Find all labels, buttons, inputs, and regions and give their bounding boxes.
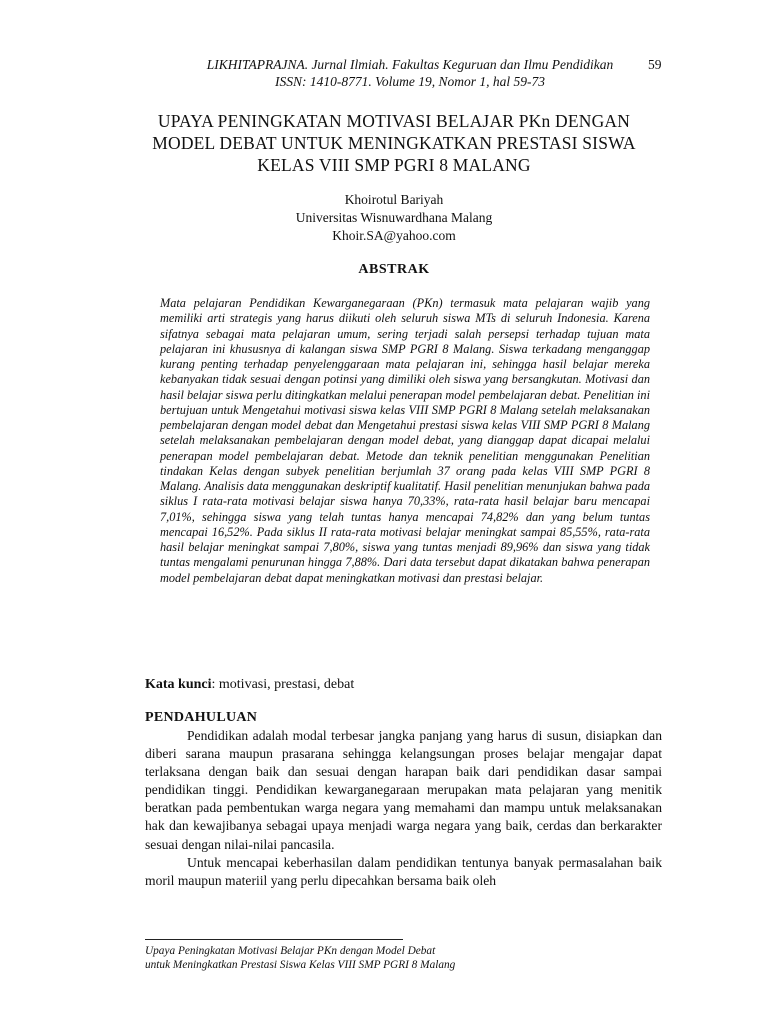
keywords-label: Kata kunci — [145, 677, 212, 692]
abstract-text: Mata pelajaran Pendidikan Kewarganegaraan (PKn) termasuk mata pelajaran wajib yang memiliki arti strategis yang harus diikuti oleh seluruh siswa MTs di seluruh Indonesia. Karena sifatnya sebagai mata pelajaran umum, sering terjadi salah persepsi terhadap tujuan mata pelajaran ini khususnya di kalangan siswa SMP PGRI 8 Malang. Siswa terkadang menganggap kurang penting terhadap penyelenggaraan mata pelajaran ini, sehingga hasil belajar mereka kebanyakan tidak sesuai dengan potinsi yang dimiliki oleh siswa yang bersangkutan. Motivasi dan hasil belajar siswa perlu ditingkatkan melalui penerapan model pembelajaran debat. Penelitian ini bertujuan untuk Mengetahui motivasi siswa kelas VIII SMP PGRI 8 Malang setelah melaksanakan pembelajaran dengan model debat dan Mengetahui prestasi siswa kelas VIII SMP PGRI 8 Malang setelah melaksanakan pembelajaran dengan model debat, yang dianggap dapat dicapai melalui penerapan model pembelajaran debat. Metode dan teknik penelitian menggunakan Penelitian tindakan Kelas dengan subyek penelitian berjumlah 37 orang pada kelas VIII SMP PGRI 8 Malang. Analisis data menggunakan deskriptif kualitatif. Hasil penelitian menunjukan bahwa pada siklus I rata-rata motivasi belajar siswa hanya 70,33%, rata-rata hasil belajar baru mencapai 7,01%, sehingga siswa yang telah tuntas hanya mencapai 74,82% dan yang belum tuntas mencapai 16,52%. Pada siklus II rata-rata motivasi belajar meningkat sampai 85,55%, rata-rata hasil belajar meningkat sampai 7,80%, siswa yang tuntas menjadi 89,96% dan siswa yang tidak tuntas mengalami penurunan hingga 7,88%. Dari data tersebut dapat dikatakan bahwa penerapan model pembelajaran debat dapat meningkatkan motivasi dan prestasi belajar. — [160, 296, 650, 585]
author-name: Khoirotul Bariyah — [344, 192, 444, 207]
footer-line-2: untuk Meningkatkan Prestasi Siswa Kelas VIII SMP PGRI 8 Malang — [145, 959, 456, 971]
author-email: Khoir.SA@yahoo.com — [332, 228, 456, 243]
author-affiliation: Universitas Wisnuwardhana Malang — [295, 210, 493, 225]
body-text — [145, 727, 662, 890]
section-heading: PENDAHULUAN — [145, 710, 258, 725]
title-line-3: KELAS VIII SMP PGRI 8 MALANG — [257, 155, 531, 175]
article-title — [120, 110, 668, 176]
keywords-value: : motivasi, prestasi, debat — [211, 677, 355, 692]
running-footer — [145, 944, 665, 972]
abstract-heading: ABSTRAK — [358, 262, 430, 277]
page-number: 59 — [648, 57, 662, 72]
running-head — [150, 56, 670, 90]
body-paragraph-1: Pendidikan adalah modal terbesar jangka panjang yang harus di susun, disiapkan dan diberi sarana maupun prasarana sehingga kelangsungan proses belajar mengajar dapat terlaksana dengan baik dan sesuai dengan harapan baik dari pendidikan dasar sampai pendidikan tinggi. Pendidikan kewarganegaraan merupakan mata pelajaran yang menitik beratkan pada pembentukan warga negara yang memahami dan mampu untuk melaksanakan hak dan kewajibanya sebagai upaya menjadi warga negara yang baik, cerdas dan berkarakter sesuai dengan nilai-nilai pancasila. — [145, 728, 662, 852]
footer-line-1: Upaya Peningkatan Motivasi Belajar PKn dengan Model Debat — [145, 945, 436, 957]
body-paragraph-2: Untuk mencapai keberhasilan dalam pendidikan tentunya banyak permasalahan baik moril maupun materiil yang perlu dipecahkan bersama baik oleh — [145, 854, 662, 888]
footer-divider — [145, 939, 403, 940]
author-block — [150, 191, 638, 245]
title-line-1: UPAYA PENINGKATAN MOTIVASI BELAJAR PKn DENGAN — [157, 111, 631, 131]
keywords — [145, 676, 665, 694]
running-head-journal: LIKHITAPRAJNA. Jurnal Ilmiah. Fakultas Keguruan dan Ilmu Pendidikan — [206, 57, 614, 72]
title-line-2: MODEL DEBAT UNTUK MENINGKATKAN PRESTASI SISWA — [152, 133, 636, 153]
running-head-issue: ISSN: 1410-8771. Volume 19, Nomor 1, hal 59-73 — [275, 74, 545, 89]
